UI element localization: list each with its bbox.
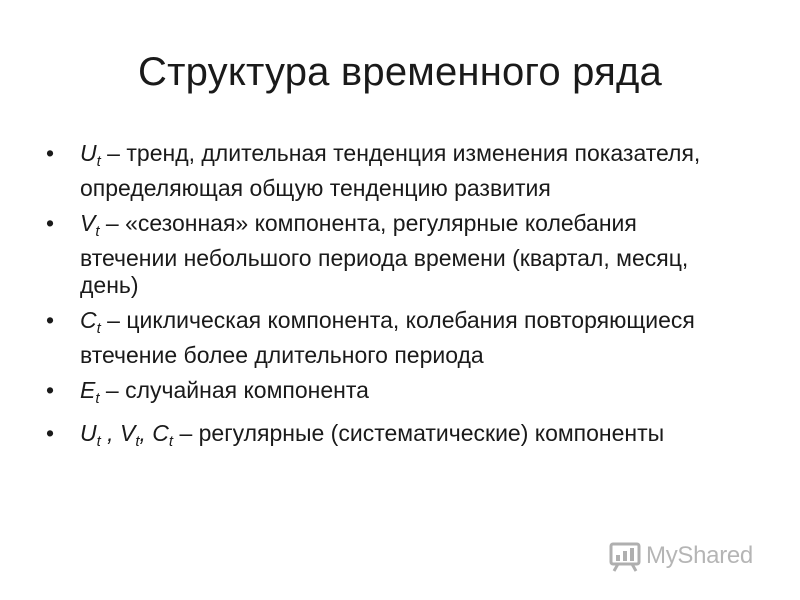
watermark-text: MyShared xyxy=(646,542,753,569)
bullet-item-regular xyxy=(46,420,736,455)
bullet-dot-icon: • xyxy=(46,307,55,333)
bullet-text: – регулярные (систематические) компоненты xyxy=(173,420,665,446)
bullet-dot-icon: • xyxy=(46,140,55,166)
myshared-logo-icon xyxy=(608,539,642,573)
term-subscript: t xyxy=(95,223,100,240)
bullet-text: – тренд, длительная тенденция изменения показателя, определяющая общую тенденцию развития xyxy=(80,140,701,201)
watermark xyxy=(608,536,768,576)
bullet-text: – случайная компонента xyxy=(99,377,369,403)
bullet-dot-icon: • xyxy=(46,210,55,236)
term-subscript: t xyxy=(135,433,140,450)
term-letter: V xyxy=(80,210,96,236)
bullet-dot-icon: • xyxy=(46,377,55,403)
bullet-dot-icon: • xyxy=(46,420,55,446)
term-subscript: t xyxy=(168,433,174,450)
term-separator: , xyxy=(100,420,120,446)
term-subscript: t xyxy=(96,153,101,170)
term-letter: C xyxy=(152,420,169,446)
term-subscript: t xyxy=(96,433,101,450)
bullet-text: – «сезонная» компонента, регулярные колебания втечении небольшого периода времени (квартал, месяц, день) xyxy=(80,210,689,298)
term-letter: V xyxy=(119,420,136,446)
bullet-text: – циклическая компонента, колебания повторяющиеся втечение более длительного периода xyxy=(80,307,695,368)
bullet-list xyxy=(46,140,736,463)
term-letter: E xyxy=(80,377,96,403)
bullet-item-random xyxy=(46,377,736,412)
term-letter: U xyxy=(80,140,97,166)
term-separator: , xyxy=(139,420,153,446)
term-subscript: t xyxy=(96,320,101,337)
slide-title: Структура временного ряда xyxy=(138,50,662,94)
term-subscript: t xyxy=(95,390,100,407)
bullet-item-seasonal xyxy=(46,210,736,299)
term-letter: U xyxy=(80,420,97,446)
bullet-item-cyclic xyxy=(46,307,736,369)
term-letter: C xyxy=(80,307,97,333)
bullet-item-trend xyxy=(46,140,736,202)
